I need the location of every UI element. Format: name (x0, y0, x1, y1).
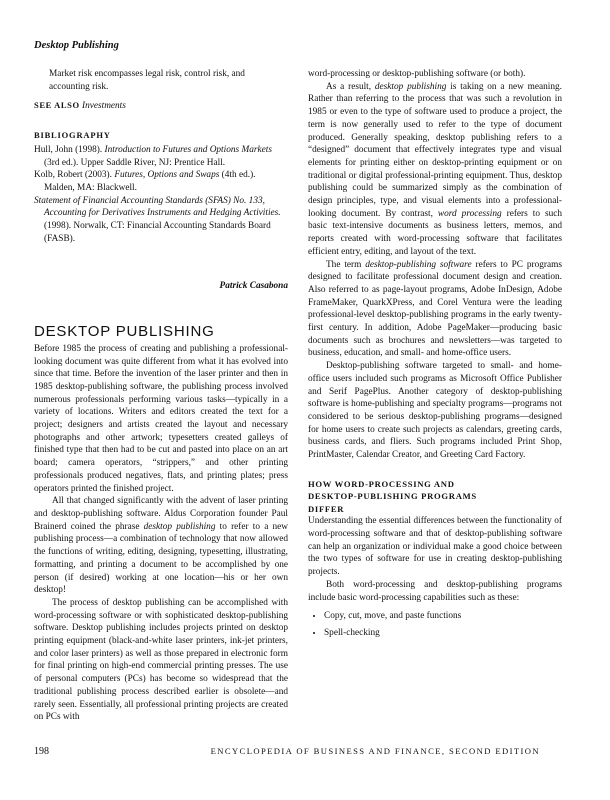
italic-term: desktop-publishing software (365, 259, 472, 270)
italic-term: word processing (437, 208, 502, 219)
bibliography-entry (34, 169, 288, 194)
text-run: to refer to a new publishing process—a combination of technology that now allowed the functions of writing, editing, designing, typesetting, illustrating, formatting, and printing a document to be accomplished by one person (if desired) working at one location—his or her own desktop! (34, 521, 288, 596)
list-item: • Spell-checking (324, 627, 562, 640)
text-line: Market risk encompasses legal risk, control risk, and (49, 69, 245, 79)
list-item: • Copy, cut, move, and paste functions (324, 610, 562, 623)
bibliography-heading: BIBLIOGRAPHY (34, 130, 111, 141)
text-run: All that changed significantly with the advent of laser printing and desktop-publishing software. Aldus Corporation founder Paul Brainerd coined the phrase (34, 496, 288, 532)
text-run: refers to such basic text-intensive documents as business letters, memos, and reports created with word-processing software that facilitates efficient entry, editing, and layout of the text. (308, 208, 562, 257)
italic-term: desktop publishing (143, 521, 216, 532)
right-column (308, 68, 562, 644)
paragraph-continued: word-processing or desktop-publishing software (or both). (308, 69, 526, 79)
paragraph: Understanding the essential differences between the functionality of word-processing software and that of desktop-publishing software can help an organization or individual make a good choice between the two types of software for use in creating desktop-publishing projects. (308, 516, 562, 578)
see-also-link[interactable]: Investments (82, 101, 126, 112)
bib-title: Introduction to Futures and Options Markets (104, 144, 272, 155)
bib-publication: (4th ed.). Malden, MA: Blackwell. (44, 170, 256, 193)
previous-entry-ending (34, 68, 288, 93)
bibliography-entry (34, 144, 288, 169)
author-signature: Patrick Casabona (219, 281, 288, 292)
paragraph (308, 259, 562, 361)
heading-line: DESKTOP-PUBLISHING PROGRAMS (308, 491, 477, 502)
text-line: accounting risk. (49, 81, 109, 92)
heading-line: HOW WORD-PROCESSING AND (308, 478, 455, 489)
bib-publication: (1998). Norwalk, CT: Financial Accounting Standards Board (FASB). (44, 221, 271, 244)
text-run: refers to PC programs designed to facilitate professional document design and creation. Also referred to as page-layout programs, Adobe InDesign, Adobe FrameMaker, QuarkXPress, and Corel Ventura were the leading professional-level desktop-publishing programs in the early twenty-first century. In addition, Adobe PageMaker—producing basic documents such as brochures and newsletters—was targeted to business, education, and small- and home-office users. (308, 259, 563, 359)
paragraph: The process of desktop publishing can be accomplished with word-processing software or with sophisticated desktop-publishing software. Desktop publishing includes projects printed on desktop printing equipment (black-and-white laser printers, ink-jet printers, and color laser printers) as well as those prepared in electronic form for final printing on high-end commercial printing presses. The use of personal computers (PCs) has become so widespread that the traditional publishing process described earlier is obsolete—and rarely seen. Essentially, all professional printing projects are created on PCs with (34, 597, 288, 723)
section-title: DESKTOP PUBLISHING (34, 323, 215, 341)
bib-title: Futures, Options and Swaps (114, 170, 220, 181)
paragraph: Desktop-publishing software targeted to small- and home-office users included such programs as Microsoft Office Publisher and Serif PagePlus. Another category of desktop-publishing software is home-publishing and specialty programs—programs not considered to be serious desktop-publishing programs—designed for home users to create such projects as calendars, greeting cards, business cards, and fliers. Such programs included Print Shop, PrintMaster, Calendar Creator, and Greeting Card Factory. (308, 361, 562, 461)
heading-line: DIFFER (308, 503, 345, 514)
paragraph: Before 1985 the process of creating and publishing a professional-looking document was quite different from what it has evolved into since that time. Before the invention of the laser printer and then in 1985 desktop-publishing software, the publishing process involved numerous professionals performing various tasks—typically in a variety of locations. Writers and editors created the text for a project; designers and artists created the layout and necessary photographs and other artwork; typesetters created galleys of finished type that then had to be cut and pasted into place on an art board; camera operators, “strippers,” and other printing professionals produced negatives, flats, and printing plates; press operators printed the finished project. (34, 343, 288, 494)
italic-term: desktop publishing (374, 81, 447, 92)
running-head: Desktop Publishing (34, 40, 119, 51)
bullet-list (308, 610, 562, 639)
left-column (34, 68, 288, 724)
page-number: 198 (34, 746, 49, 757)
text-run: The term (326, 259, 366, 270)
page-footer (34, 746, 540, 757)
paragraph (34, 495, 288, 597)
see-also-label: SEE ALSO (34, 100, 80, 111)
see-also (34, 99, 288, 113)
bib-author: Kolb, Robert (2003). (34, 170, 112, 181)
paragraph (308, 81, 562, 259)
bib-author: Hull, John (1998). (34, 144, 103, 155)
text-run: As a result, (326, 81, 375, 92)
bibliography-entry (34, 195, 288, 246)
book-title: ENCYCLOPEDIA OF BUSINESS AND FINANCE, SECOND EDITION (210, 746, 540, 756)
paragraph: Both word-processing and desktop-publishing programs include basic word-processing capabilities such as these: (308, 579, 562, 603)
text-run: is taking on a new meaning. Rather than referring to the process that was such a revolution in 1985 or even to the type of software used to produce a project, the term is now generally used to refer to the type of document produced. Generally speaking, desktop publishing refers to a “designed” document that effectively integrates type and visual elements for printing either on desktop-printing equipment or on traditional or digital professional-printing equipment. Thus, desktop publishing could be summarized simply as the combination of design principles, type, and visual elements into a professional-looking document. By contrast, (308, 81, 562, 219)
subsection-heading (308, 478, 562, 516)
bib-title: Statement of Financial Accounting Standards (SFAS) No. 133, Accounting for Derivatives Instruments and Hedging Activities. (34, 195, 281, 219)
bib-publication: (3rd ed.). Upper Saddle River, NJ: Prentice Hall. (44, 157, 226, 168)
